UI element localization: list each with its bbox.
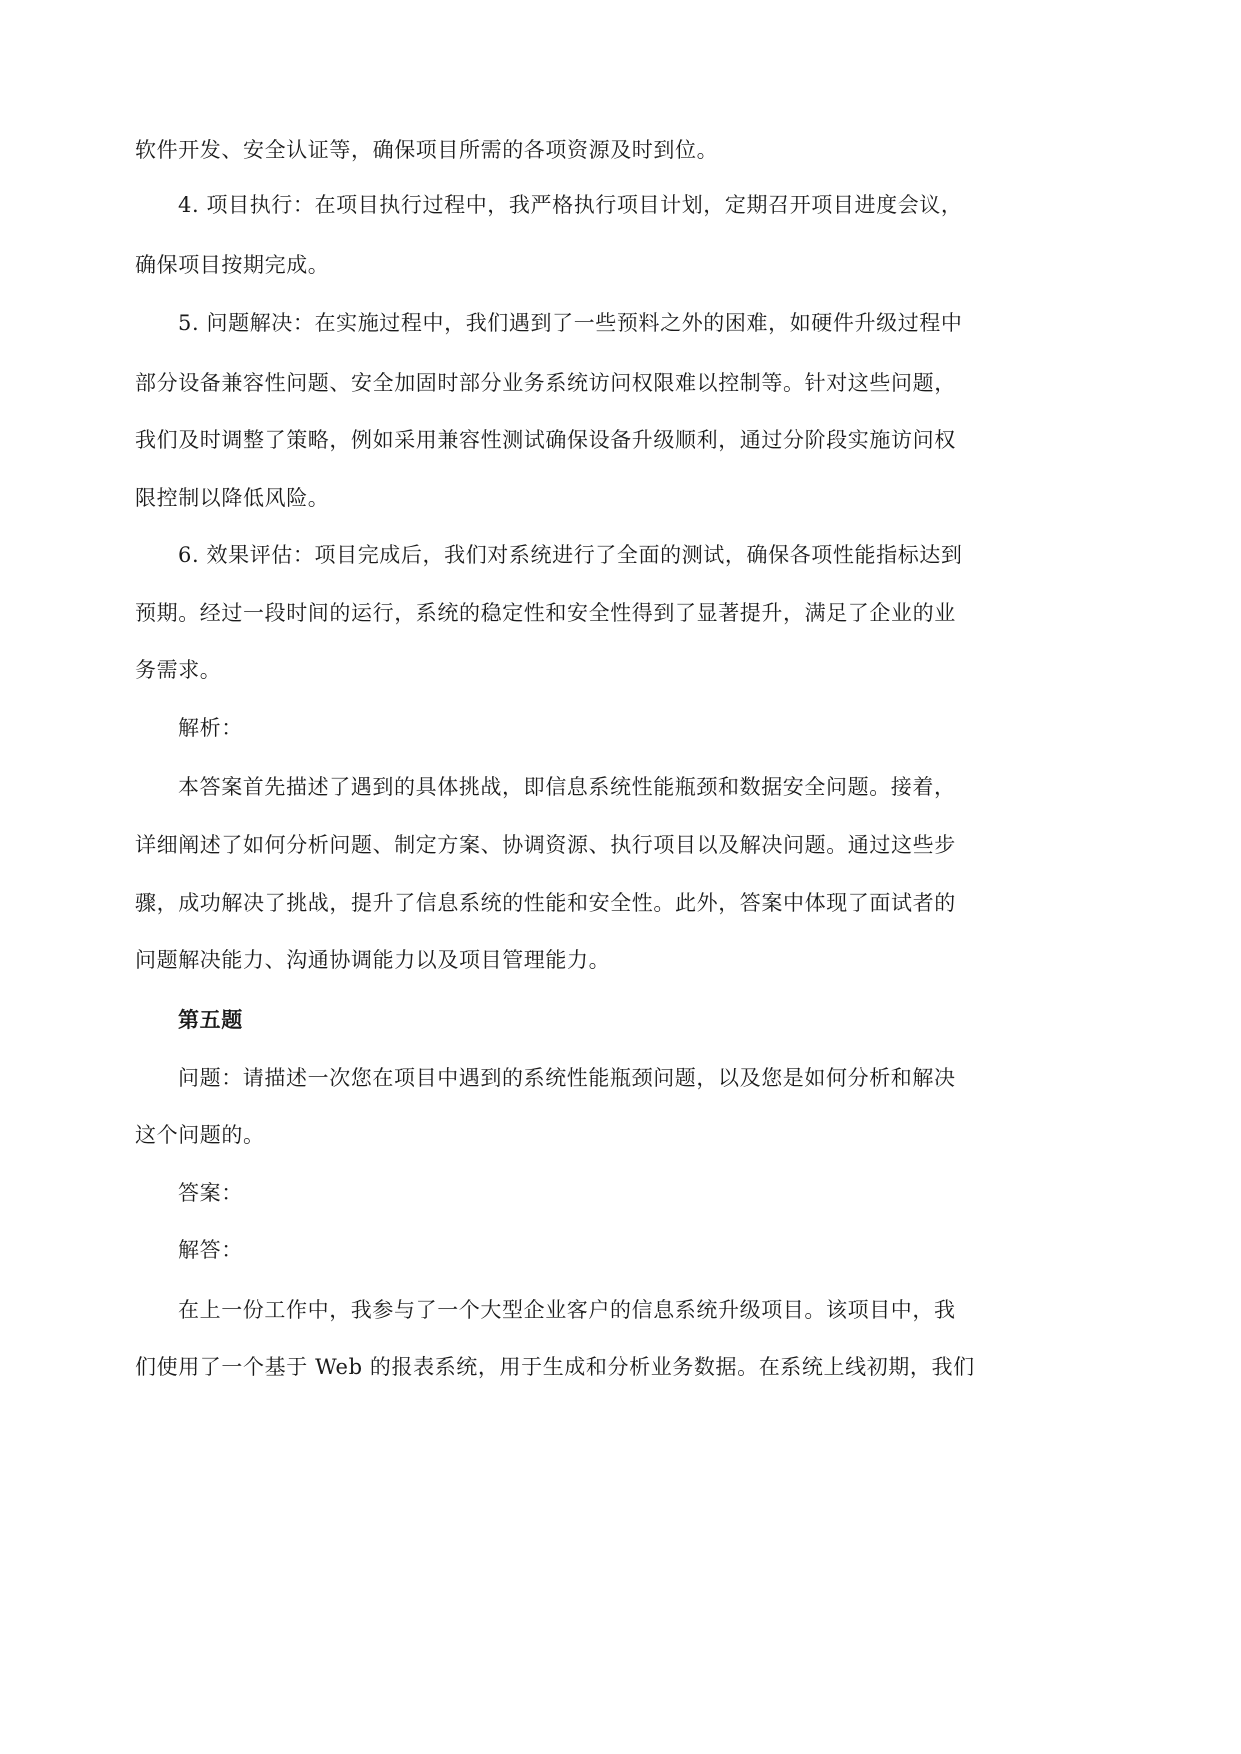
paragraph-line: 部分设备兼容性问题、安全加固时部分业务系统访问权限难以控制等。针对这些问题， [135, 371, 956, 395]
paragraph-line: 确保项目按期完成。 [135, 253, 330, 277]
paragraph-line: 详细阐述了如何分析问题、制定方案、协调资源、执行项目以及解决问题。通过这些步 [135, 833, 956, 857]
paragraph-line: 我们及时调整了策略，例如采用兼容性测试确保设备升级顺利，通过分阶段实施访问权 [135, 428, 956, 452]
paragraph-line: 限控制以降低风险。 [135, 486, 330, 510]
paragraph-line: 骤，成功解决了挑战，提升了信息系统的性能和安全性。此外，答案中体现了面试者的 [135, 891, 956, 915]
section-heading: 第五题 [178, 1007, 243, 1032]
question-line: 问题：请描述一次您在项目中遇到的系统性能瓶颈问题，以及您是如何分析和解决 [178, 1066, 956, 1090]
paragraph-line: 本答案首先描述了遇到的具体挑战，即信息系统性能瓶颈和数据安全问题。接着， [178, 775, 956, 799]
answer-label: 答案： [178, 1181, 243, 1205]
question-line: 这个问题的。 [135, 1123, 265, 1147]
paragraph-line: 6. 效果评估：项目完成后，我们对系统进行了全面的测试，确保各项性能指标达到 [178, 543, 963, 567]
paragraph-line: 5. 问题解决：在实施过程中，我们遇到了一些预料之外的困难，如硬件升级过程中 [178, 311, 963, 335]
paragraph-line: 在上一份工作中，我参与了一个大型企业客户的信息系统升级项目。该项目中，我 [178, 1298, 956, 1322]
solution-label: 解答： [178, 1238, 243, 1262]
paragraph-line: 4. 项目执行：在项目执行过程中，我严格执行项目计划，定期召开项目进度会议， [178, 193, 963, 217]
analysis-label: 解析： [178, 716, 243, 740]
paragraph-line: 问题解决能力、沟通协调能力以及项目管理能力。 [135, 948, 611, 972]
paragraph-line: 们使用了一个基于 Web 的报表系统，用于生成和分析业务数据。在系统上线初期，我们 [135, 1355, 975, 1379]
paragraph-line: 软件开发、安全认证等，确保项目所需的各项资源及时到位。 [135, 138, 719, 162]
paragraph-line: 预期。经过一段时间的运行，系统的稳定性和安全性得到了显著提升，满足了企业的业 [135, 601, 956, 625]
paragraph-line: 务需求。 [135, 658, 222, 682]
